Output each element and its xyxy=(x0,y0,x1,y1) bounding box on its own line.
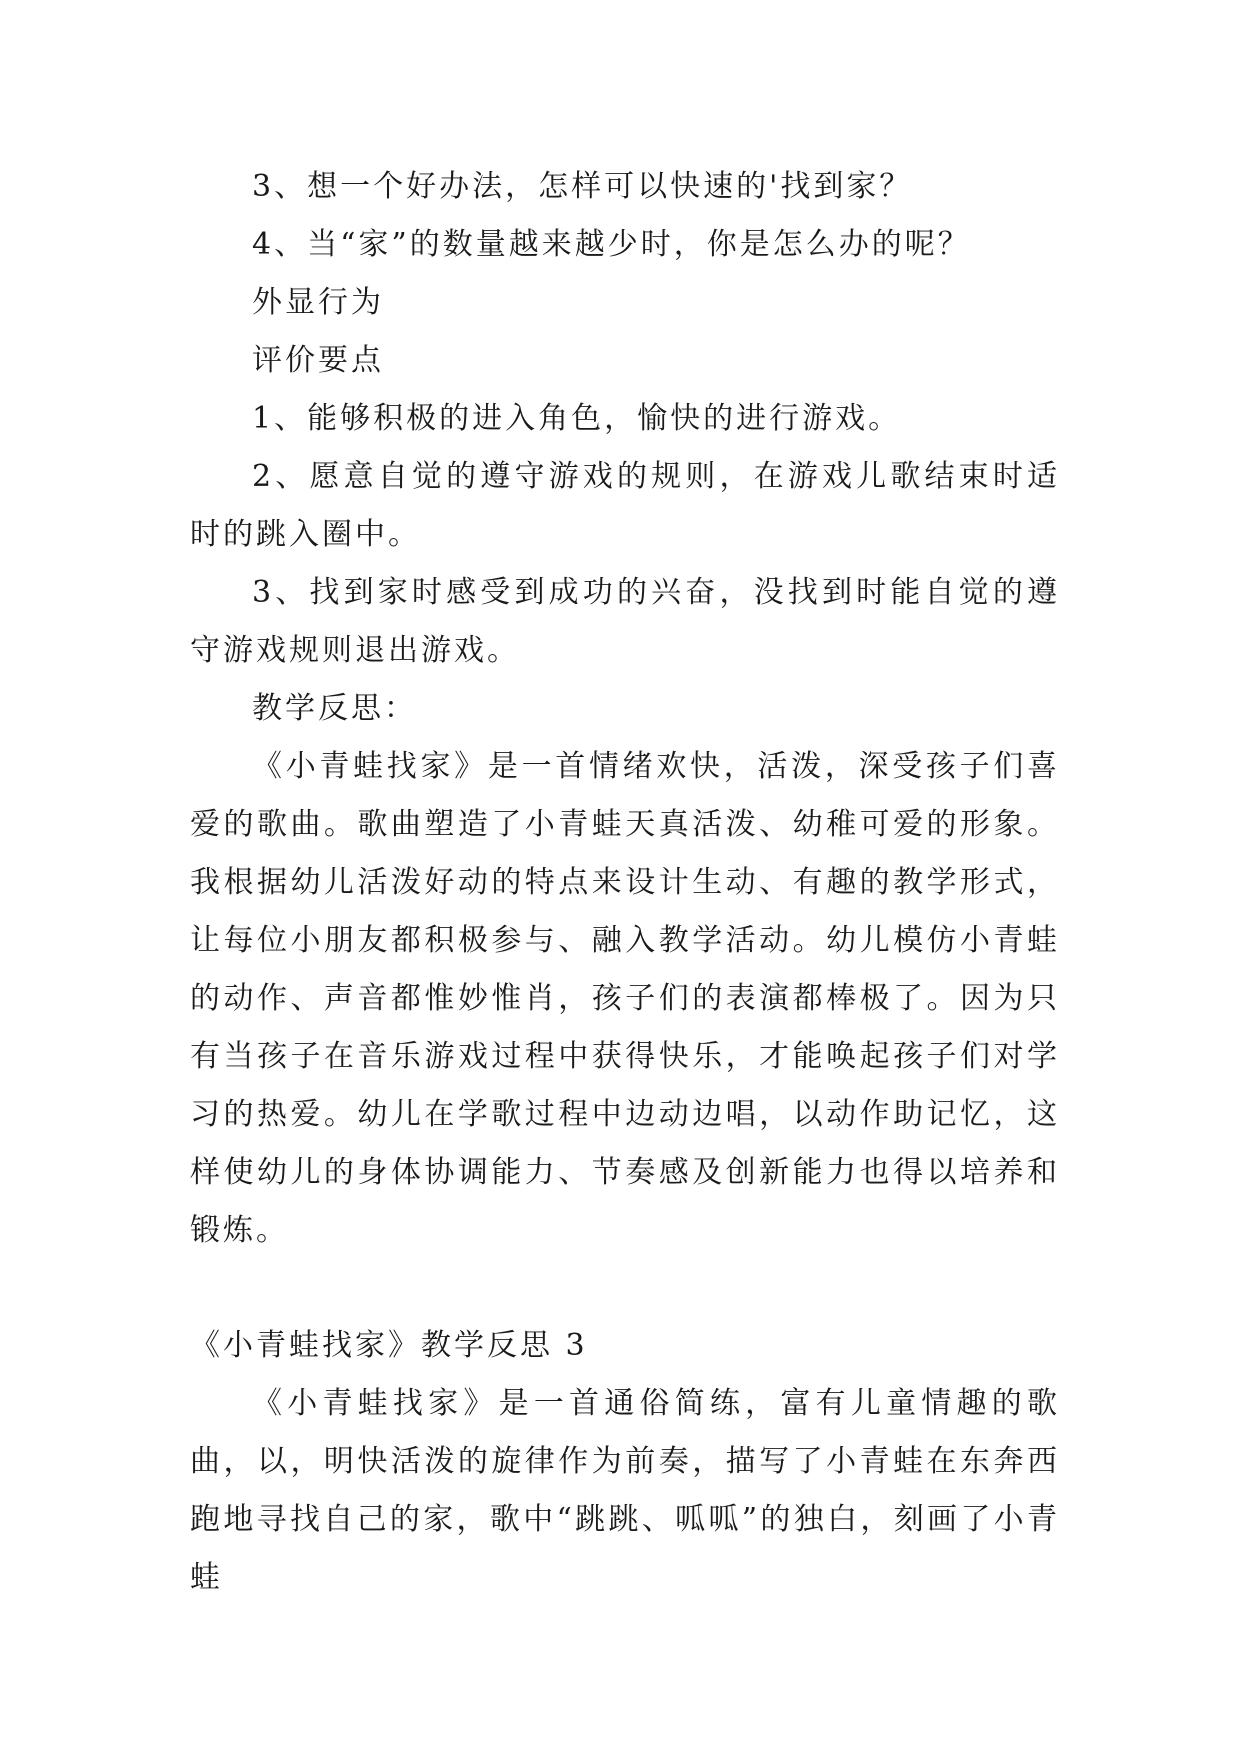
paragraph-question-3: 3、想一个好办法，怎样可以快速的'找到家？ xyxy=(252,169,913,204)
paragraph-evaluation-points: 评价要点 xyxy=(252,343,384,378)
paragraph-point-3: 3、找到家时感受到成功的兴奋，没找到时能自觉的遵守游戏规则退出游戏。 xyxy=(190,575,1060,668)
paragraph-point-2: 2、愿意自觉的遵守游戏的规则，在游戏儿歌结束时适时的跳入圈中。 xyxy=(190,459,1060,552)
document-body xyxy=(190,158,1060,1607)
paragraph-outward-behavior: 外显行为 xyxy=(252,285,384,320)
paragraph-question-4: 4、当“家”的数量越来越少时，你是怎么办的呢？ xyxy=(252,227,971,262)
paragraph-reflection-body: 《小青蛙找家》是一首情绪欢快，活泼，深受孩子们喜爱的歌曲。歌曲塑造了小青蛙天真活泼、幼稚可爱的形象。我根据幼儿活泼好动的特点来设计生动、有趣的教学形式，让每位小朋友都积极参与、融入教学活动。幼儿模仿小青蛙的动作、声音都惟妙惟肖，孩子们的表演都棒极了。因为只有当孩子在音乐游戏过程中获得快乐，才能唤起孩子们对学习的热爱。幼儿在学歌过程中边动边唱，以动作助记忆，这样使幼儿的身体协调能力、节奏感及创新能力也得以培养和锻炼。 xyxy=(190,749,1060,1248)
section-title: 《小青蛙找家》教学反思 3 xyxy=(190,1328,588,1363)
paragraph-section-3-body: 《小青蛙找家》是一首通俗简练，富有儿童情趣的歌曲，以，明快活泼的旋律作为前奏，描写了小青蛙在东奔西跑地寻找自己的家，歌中“跳跳、呱呱”的独白，刻画了小青蛙 xyxy=(190,1386,1060,1595)
paragraph-point-1: 1、能够积极的进入角色，愉快的进行游戏。 xyxy=(252,401,902,436)
paragraph-reflection-heading: 教学反思： xyxy=(252,691,417,726)
